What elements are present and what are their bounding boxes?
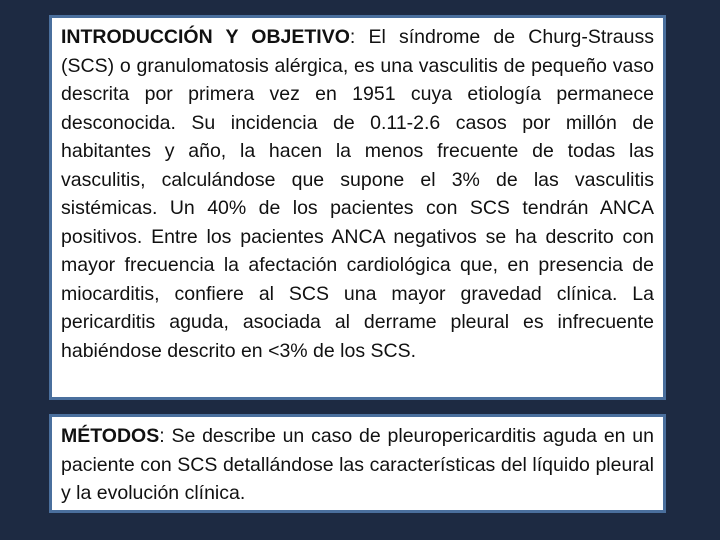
methods-section [49,414,666,513]
methods-heading: MÉTODOS [61,425,160,447]
intro-heading: INTRODUCCIÓN Y OBJETIVO [61,26,350,48]
intro-section [49,15,666,400]
intro-body: : El síndrome de Churg-Strauss (SCS) o granulomatosis alérgica, es una vasculitis de pequeño vaso descrita por primera vez en 1951 cuya etiología permanece desconocida. Su incidencia de 0.11-2.6 casos por millón de habitantes y año, la hacen la menos frecuente de todas las vasculitis, calculándose que supone el 3% de las vasculitis sistémicas. Un 40% de los pacientes con SCS tendrán ANCA positivos. Entre los pacientes ANCA negativos se ha descrito con mayor frecuencia la afectación cardiológica que, en presencia de miocarditis, confiere al SCS una mayor gravedad clínica. La pericarditis aguda, asociada al derrame pleural es infrecuente habiéndose descrito en <3% de los SCS. [61,26,654,362]
methods-body: : Se describe un caso de pleuropericarditis aguda en un paciente con SCS detallándose las características del líquido pleural y la evolución clínica. [61,425,654,504]
